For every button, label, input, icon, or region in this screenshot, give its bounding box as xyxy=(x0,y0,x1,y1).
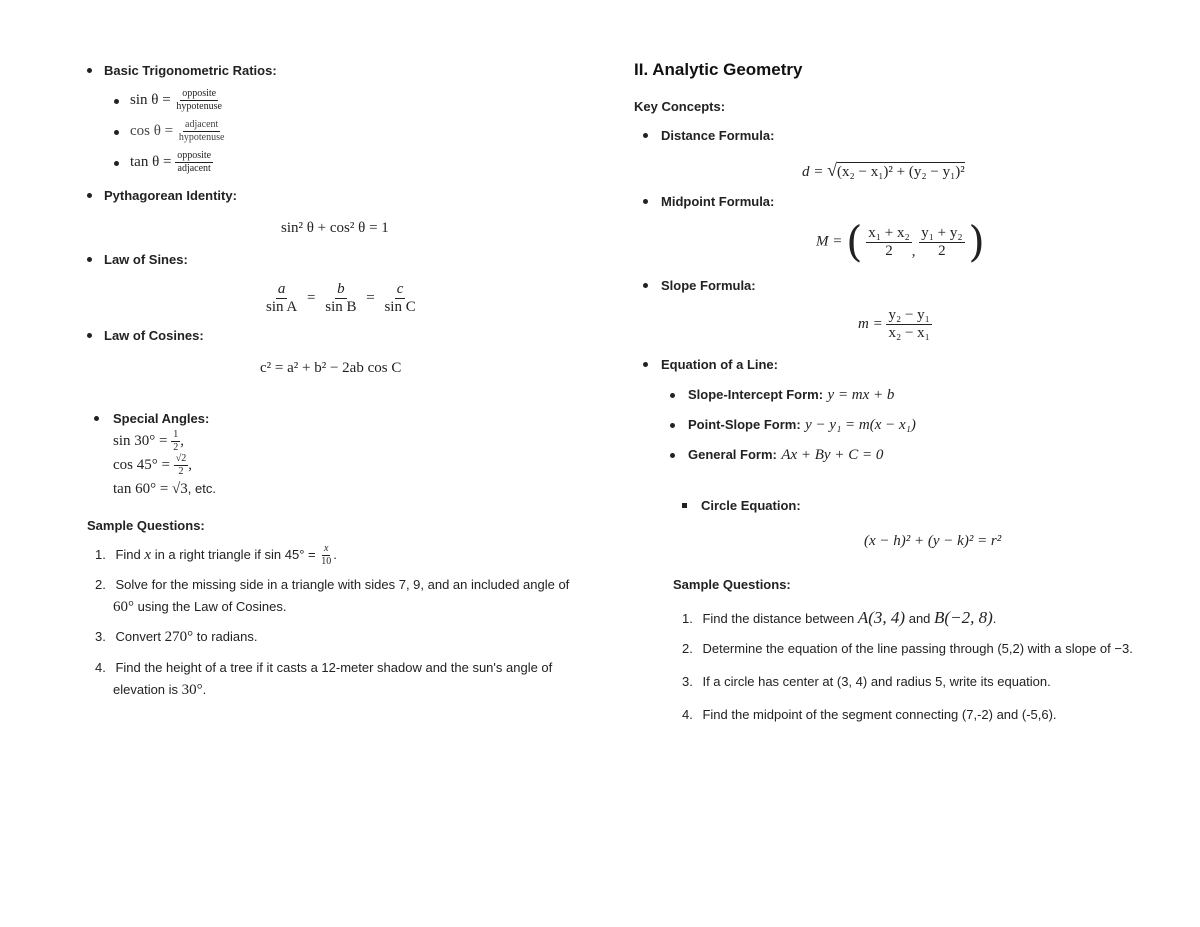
q-text: If a circle has center at (3, 4) and radius 5, write its equation. xyxy=(702,674,1051,689)
circle-label: Circle Equation: xyxy=(701,498,801,513)
cos-lhs: cos θ = xyxy=(130,122,174,139)
bullet xyxy=(114,130,119,135)
q-number: 3. xyxy=(682,674,693,689)
special-sin-lhs: sin 30° = xyxy=(113,432,168,449)
frac-den: 2 xyxy=(178,466,184,477)
line-equation-label: Equation of a Line: xyxy=(661,357,778,372)
bullet xyxy=(643,133,648,138)
q-text: elevation is xyxy=(113,682,179,697)
law-of-cosines-label: Law of Cosines: xyxy=(104,328,204,343)
midpoint-label: Midpoint Formula: xyxy=(661,194,775,209)
q-text: Find the height of a tree if it casts a 12-meter shadow and the sun's angle of xyxy=(115,660,553,675)
question-4-left xyxy=(95,660,552,675)
frac-den: 2 xyxy=(173,442,179,453)
frac-den: sin A xyxy=(266,299,298,315)
pythagorean-formula: sin² θ + cos² θ = 1 xyxy=(281,220,389,236)
frac-num: x₁ + x₂ xyxy=(868,224,910,241)
key-concepts-heading: Key Concepts: xyxy=(634,99,726,114)
special-sin xyxy=(113,430,184,453)
section-title: II. Analytic Geometry xyxy=(634,60,803,79)
law-of-sines-formula xyxy=(264,282,418,315)
q-text: using the Law of Cosines. xyxy=(137,599,287,614)
bullet xyxy=(87,333,92,338)
mid-frac-y xyxy=(919,226,964,259)
sin-lhs: sin θ = xyxy=(130,91,171,108)
special-cos xyxy=(113,454,192,477)
special-cos-frac xyxy=(174,454,189,477)
right-paren: ) xyxy=(968,217,985,266)
question-4-left-cont xyxy=(113,682,206,699)
sqrt-sign: √ xyxy=(827,160,838,180)
point-slope-form xyxy=(688,416,916,434)
slope-formula xyxy=(858,308,932,341)
q-var: x xyxy=(144,546,152,563)
q-number: 2. xyxy=(682,641,693,656)
general-form xyxy=(688,446,883,464)
frac-num: c xyxy=(396,281,404,297)
frac-num: 1 xyxy=(173,429,179,440)
distance-lhs: d = xyxy=(802,164,824,180)
q-value: 270° xyxy=(164,629,194,645)
special-sin-frac xyxy=(171,430,180,453)
q-angle: 60° xyxy=(113,599,134,615)
frac-num: opposite xyxy=(177,150,212,161)
bullet xyxy=(87,193,92,198)
special-cos-lhs: cos 45° = xyxy=(113,456,170,473)
bullet xyxy=(643,283,648,288)
q-value: 30° xyxy=(181,682,203,698)
frac-den: 2 xyxy=(938,242,946,259)
si-label: Slope-Intercept Form: xyxy=(688,387,824,402)
slope-label: Slope Formula: xyxy=(661,278,756,293)
si-formula: y = mx + b xyxy=(827,387,895,403)
question-2-left xyxy=(95,577,569,592)
frac-c xyxy=(382,282,417,315)
square-bullet xyxy=(682,503,687,508)
tan-ratio xyxy=(130,151,213,174)
midpoint-formula xyxy=(816,217,985,266)
q-number: 3. xyxy=(95,629,106,644)
mid-frac-x xyxy=(866,226,911,259)
frac-a xyxy=(264,282,299,315)
q1-fraction xyxy=(319,544,333,567)
tan-fraction xyxy=(175,151,213,174)
question-2-right xyxy=(682,641,1133,656)
q-text: Convert xyxy=(115,629,161,644)
frac-den: hypotenuse xyxy=(178,132,225,143)
bullet xyxy=(94,416,99,421)
frac-den: adjacent xyxy=(177,163,211,174)
frac-num: a xyxy=(277,281,286,297)
sample-questions-heading-right: Sample Questions: xyxy=(673,577,791,592)
frac-den: 10 xyxy=(321,556,332,567)
question-3-left xyxy=(95,629,257,646)
bullet xyxy=(670,423,675,428)
q-number: 1. xyxy=(95,546,106,562)
law-of-cosines-formula: c² = a² + b² − 2ab cos C xyxy=(260,360,402,376)
frac-num: x xyxy=(324,543,329,554)
bullet xyxy=(114,99,119,104)
q-text: to radians. xyxy=(196,629,258,644)
bullet xyxy=(114,161,119,166)
q-number: 1. xyxy=(682,611,693,626)
q-text: Determine the equation of the line passing through (5,2) with a slope of −3. xyxy=(702,641,1133,656)
cos-ratio xyxy=(130,120,226,143)
ps-formula: y − y₁ = m(x − x₁) xyxy=(805,417,916,433)
sin-ratio xyxy=(130,89,224,112)
equals: = xyxy=(307,289,316,306)
cos-fraction xyxy=(177,120,227,143)
frac-b xyxy=(323,282,358,315)
left-paren: ( xyxy=(846,217,863,266)
gf-label: General Form: xyxy=(688,447,777,462)
ps-label: Point-Slope Form: xyxy=(688,417,801,432)
pythagorean-label: Pythagorean Identity: xyxy=(104,188,237,203)
equals: = xyxy=(366,289,375,306)
midpoint-lhs: M = xyxy=(816,233,843,250)
frac-num: √2 xyxy=(175,453,187,464)
question-2-left-cont xyxy=(113,599,287,616)
comma: , xyxy=(911,243,916,260)
bullet xyxy=(87,68,92,73)
frac-den: x₂ − x₁ xyxy=(888,325,930,341)
q-number: 4. xyxy=(95,660,106,675)
q-number: 2. xyxy=(95,577,106,592)
basic-ratios-label: Basic Trigonometric Ratios: xyxy=(104,63,277,78)
q-text: Find xyxy=(115,546,141,562)
bullet xyxy=(643,362,648,367)
question-3-right xyxy=(682,674,1051,689)
q-point-b: B(−2, 8) xyxy=(934,608,993,627)
circle-formula-text: (x − h)² + (y − k)² = r² xyxy=(864,533,1002,549)
frac-num: opposite xyxy=(182,88,217,99)
q-text: and xyxy=(908,611,931,626)
question-1-left xyxy=(95,544,337,567)
q-point-a: A(3, 4) xyxy=(857,608,906,627)
frac-den: sin B xyxy=(325,299,357,315)
comma: , xyxy=(188,456,192,473)
gf-formula: Ax + By + C = 0 xyxy=(781,447,884,463)
frac-den: sin C xyxy=(384,299,416,315)
frac-num: b xyxy=(337,281,345,297)
q-end: . xyxy=(333,546,337,562)
special-tan xyxy=(113,480,216,498)
frac-num: y₂ − y₁ xyxy=(888,307,930,323)
distance-label: Distance Formula: xyxy=(661,128,775,143)
question-1-right xyxy=(682,608,996,628)
slope-intercept-form xyxy=(688,386,894,404)
frac-num: y₁ + y₂ xyxy=(921,224,963,241)
q-text: Find the distance between xyxy=(702,611,855,626)
q-end: . xyxy=(992,611,997,626)
sin-fraction xyxy=(174,89,224,112)
special-etc: , etc. xyxy=(187,481,216,496)
bullet xyxy=(670,393,675,398)
tan-lhs: tan θ = xyxy=(130,153,172,170)
distance-radicand: (x₂ − x₁)² + (y₂ − y₁)² xyxy=(837,164,965,180)
special-angles-label: Special Angles: xyxy=(113,411,210,426)
q-text: Find the midpoint of the segment connecting (7,-2) and (-5,6). xyxy=(702,707,1057,722)
slope-lhs: m = xyxy=(858,315,883,332)
bullet xyxy=(670,453,675,458)
distance-formula xyxy=(802,160,965,181)
comma: , xyxy=(180,432,184,449)
circle-formula xyxy=(864,533,1001,550)
frac-den: hypotenuse xyxy=(176,101,222,112)
special-tan-formula: tan 60° = √3 xyxy=(113,481,188,497)
bullet xyxy=(643,199,648,204)
slope-frac xyxy=(886,308,931,341)
q-text: in a right triangle if sin 45° = xyxy=(154,546,316,562)
q-end: . xyxy=(202,682,207,697)
sample-questions-heading-left: Sample Questions: xyxy=(87,518,205,533)
q-text: Solve for the missing side in a triangle with sides 7, 9, and an included angle of xyxy=(115,577,570,592)
q-number: 4. xyxy=(682,707,693,722)
frac-den: 2 xyxy=(885,242,893,259)
question-4-right xyxy=(682,707,1057,722)
bullet xyxy=(87,257,92,262)
frac-num: adjacent xyxy=(185,119,219,130)
law-of-sines-label: Law of Sines: xyxy=(104,252,188,267)
